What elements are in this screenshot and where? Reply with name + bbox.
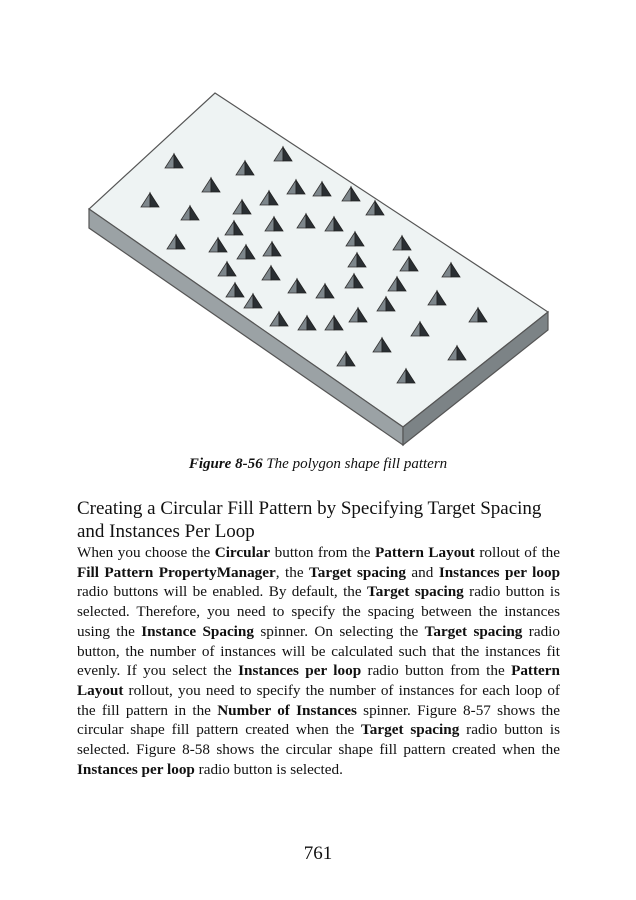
bold-term: Target spacing (367, 583, 464, 601)
paragraph-text: radio button is selected. Therefore, you need to specify the spacing between the instances using the (77, 583, 560, 640)
page-number: 761 (303, 843, 333, 864)
paragraph-text: rollout, you need to specify the number of instances for each loop of the fill pattern in the (77, 681, 560, 719)
bold-term: Pattern Layout (375, 544, 475, 561)
paragraph-text: When you choose the (77, 544, 215, 561)
paragraph-text: rollout of the (474, 544, 561, 561)
bold-term: Target spacing (424, 622, 523, 640)
paragraph-text: spinner. Figure 8-57 shows the circular shape fill pattern created when the (77, 701, 560, 739)
bold-term: Circular (214, 544, 271, 561)
section-heading: Creating a Circular Fill Pattern by Specifying Target Spacing and Instances Per Loop (77, 498, 542, 542)
paragraph-text: radio button from the (361, 662, 512, 680)
paragraph-text: , the (275, 563, 310, 581)
plate (89, 93, 548, 445)
bold-term: Fill Pattern PropertyManager (77, 563, 276, 581)
bold-term: Instance Spacing (141, 622, 254, 640)
paragraph-text: spinner. On selecting the (253, 622, 425, 640)
paragraph-text: radio buttons will be enabled. By default, the (77, 583, 367, 601)
paragraph-text: button from the (270, 544, 375, 561)
figure-caption-text: The polygon shape fill pattern (266, 456, 448, 472)
bold-term: Instances per loop (77, 760, 195, 778)
bold-term: Instances per loop (238, 662, 362, 680)
paragraph-text: and (405, 563, 439, 581)
figure-label: Figure 8-56 (188, 456, 263, 472)
paragraph-text: radio button, the number of instances will be calculated such that the instances fit evenly. If you select the (77, 622, 560, 680)
bold-term: Target spacing (361, 721, 460, 739)
bold-term: Pattern Layout (77, 662, 560, 699)
bold-term: Number of Instances (217, 701, 357, 719)
paragraph-text: radio button is selected. Figure 8-58 shows the circular shape fill pattern created when the (77, 721, 560, 759)
bold-term: Target spacing (309, 563, 406, 581)
paragraph-text: radio button is selected. (194, 760, 343, 778)
bold-term: Instances per loop (438, 563, 561, 581)
figure-caption (0, 456, 636, 473)
body-paragraph (77, 543, 560, 779)
